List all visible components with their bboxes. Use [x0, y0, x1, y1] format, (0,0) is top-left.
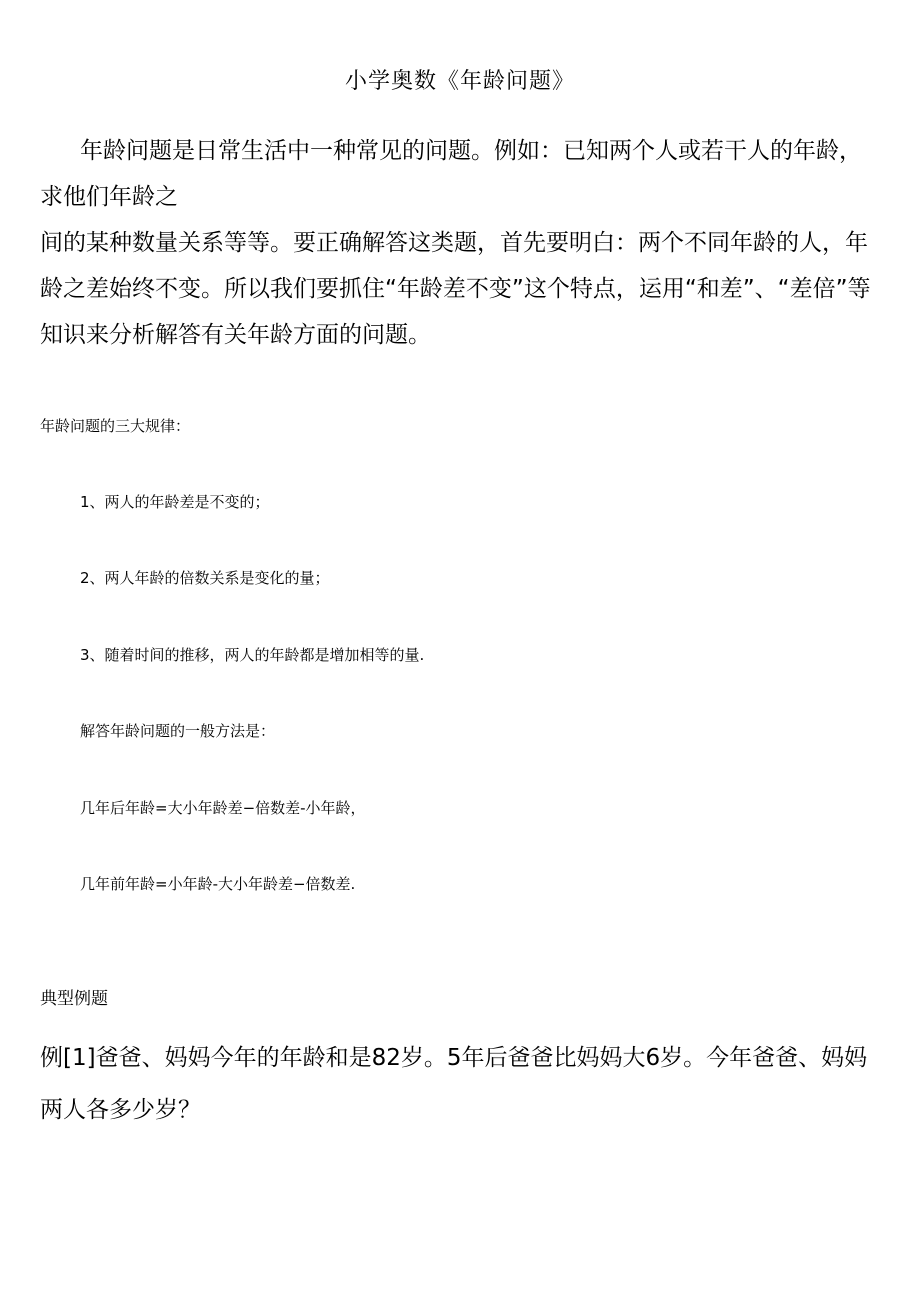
rule-item-1: 1、两人的年龄差是不变的； [80, 493, 270, 511]
document-title: 小学奥数《年龄问题》 [344, 69, 575, 94]
example-1-text: 例[1]爸爸、妈妈今年的年龄和是82岁。5年后爸爸比妈妈大6岁。今年爸爸、妈妈两人各多少岁？ [40, 1045, 868, 1123]
rule-item-2: 2、两人年龄的倍数关系是变化的量； [80, 569, 330, 587]
intro-paragraph [40, 128, 880, 358]
method-formula-2: 几年前年龄=小年龄-大小年龄差−倍数差. [80, 875, 356, 893]
intro-line-1: 年龄问题是日常生活中一种常见的问题。例如：已知两个人或若干人的年龄，求他们年龄之 [40, 138, 862, 210]
intro-line-2: 间的某种数量关系等等。要正确解答这类题，首先要明白：两个不同年龄的人，年龄之差始终不变。所以我们要抓住“年龄差不变”这个特点，运用“和差”、“差倍”等知识来分析解答有关年龄方面的问题。 [40, 230, 871, 348]
example-1 [40, 1032, 880, 1136]
rule-item-3: 3、随着时间的推移，两人的年龄都是增加相等的量. [80, 646, 425, 664]
method-formula-1: 几年后年龄=大小年龄差−倍数差-小年龄， [80, 799, 366, 817]
rules-heading: 年龄问题的三大规律： [40, 417, 191, 435]
method-heading: 解答年龄问题的一般方法是： [80, 722, 276, 740]
examples-heading: 典型例题 [40, 989, 108, 1009]
